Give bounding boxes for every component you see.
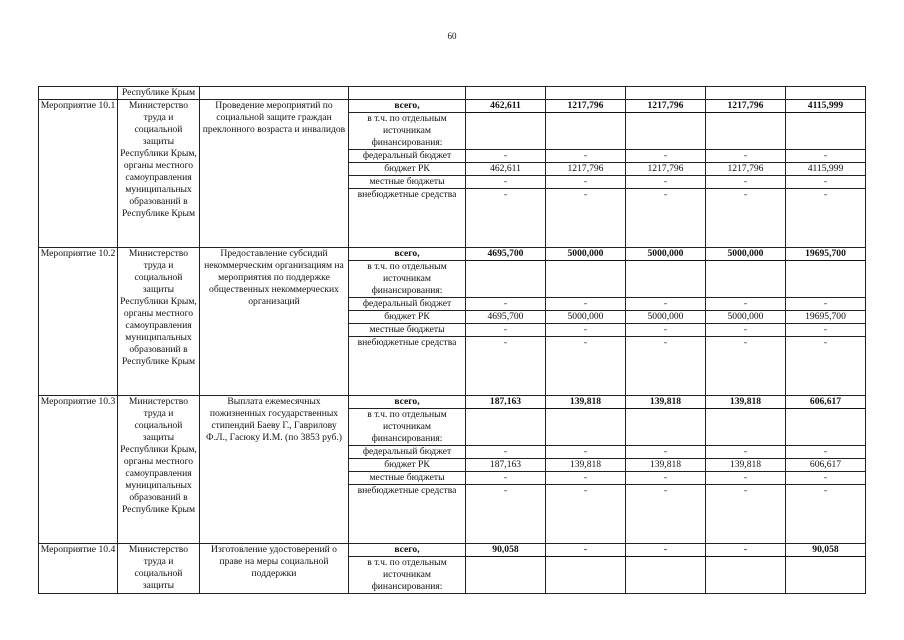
- amount-cell: -: [706, 176, 786, 189]
- amount-cell: 5000,000: [706, 311, 786, 324]
- continued-row: [39, 87, 866, 100]
- amount-cell: -: [546, 446, 626, 459]
- description-cell: Предоставление субсидий некоммерческим организациям на мероприятия по поддержке общественных некоммерческих организаций: [200, 248, 349, 396]
- amount-cell: [626, 409, 706, 446]
- amount-cell: 5000,000: [706, 248, 786, 261]
- amount-cell: 4695,700: [466, 248, 546, 261]
- amount-cell: -: [466, 446, 546, 459]
- amount-cell: -: [626, 446, 706, 459]
- activity-id-cell: Мероприятие 10.3: [39, 396, 118, 544]
- description-cell: [200, 87, 349, 100]
- amount-cell: [786, 113, 866, 150]
- amount-cell: 4115,999: [786, 100, 866, 113]
- amount-cell: [626, 557, 706, 594]
- amount-cell: -: [786, 337, 866, 396]
- amount-cell: [546, 113, 626, 150]
- amount-cell: -: [546, 324, 626, 337]
- amount-cell: 90,058: [786, 544, 866, 557]
- source-label: местные бюджеты: [349, 176, 466, 189]
- source-label: местные бюджеты: [349, 472, 466, 485]
- amount-cell: -: [466, 150, 546, 163]
- amount-cell: -: [786, 446, 866, 459]
- source-label: всего,: [349, 544, 466, 557]
- amount-cell: [706, 409, 786, 446]
- amount-cell: -: [626, 189, 706, 248]
- amount-cell: 5000,000: [546, 248, 626, 261]
- amount-cell: -: [466, 189, 546, 248]
- amount-cell: -: [466, 337, 546, 396]
- amount-cell: -: [546, 189, 626, 248]
- activity-id-cell: [39, 87, 118, 100]
- amount-cell: 1217,796: [546, 163, 626, 176]
- source-label: внебюджетные средства: [349, 189, 466, 248]
- amount-cell: -: [546, 176, 626, 189]
- amount-cell: -: [706, 189, 786, 248]
- amount-cell: 139,818: [626, 459, 706, 472]
- amount-cell: 5000,000: [546, 311, 626, 324]
- activity-total-row: [39, 248, 866, 261]
- amount-cell: -: [626, 337, 706, 396]
- amount-cell: -: [466, 298, 546, 311]
- source-label: всего,: [349, 100, 466, 113]
- source-label: местные бюджеты: [349, 324, 466, 337]
- page-number: 60: [447, 31, 457, 41]
- amount-cell: [706, 557, 786, 594]
- source-label: федеральный бюджет: [349, 150, 466, 163]
- amount-cell: -: [706, 446, 786, 459]
- amount-cell: [466, 113, 546, 150]
- amount-cell: -: [626, 324, 706, 337]
- amount-cell: -: [546, 544, 626, 557]
- amount-cell: -: [466, 485, 546, 544]
- amount-cell: -: [466, 324, 546, 337]
- amount-cell: 462,611: [466, 100, 546, 113]
- source-label: федеральный бюджет: [349, 298, 466, 311]
- amount-cell: -: [546, 337, 626, 396]
- amount-cell: [786, 409, 866, 446]
- amount-cell: -: [786, 485, 866, 544]
- source-label: в т.ч. по отдельным источникам финансирования:: [349, 557, 466, 594]
- executor-cell: Министерство труда и социальной защиты Республики Крым, органы местного самоуправления муниципальных образований в Республике Крым: [118, 100, 200, 248]
- amount-cell: -: [706, 337, 786, 396]
- amount-cell: 139,818: [706, 396, 786, 409]
- activity-id-cell: Мероприятие 10.4: [39, 544, 118, 594]
- source-label: внебюджетные средства: [349, 485, 466, 544]
- description-cell: Проведение мероприятий по социальной защите граждан преклонного возраста и инвалидов: [200, 100, 349, 248]
- source-label: в т.ч. по отдельным источникам финансирования:: [349, 261, 466, 298]
- amount-cell: [706, 261, 786, 298]
- amount-cell: -: [706, 324, 786, 337]
- amount-cell: 187,163: [466, 459, 546, 472]
- amount-cell: -: [786, 298, 866, 311]
- source-label: всего,: [349, 248, 466, 261]
- amount-cell: 139,818: [546, 459, 626, 472]
- budget-table: [38, 86, 866, 594]
- amount-cell: 1217,796: [626, 100, 706, 113]
- source-label: внебюджетные средства: [349, 337, 466, 396]
- source-label: всего,: [349, 396, 466, 409]
- amount-cell: -: [786, 472, 866, 485]
- activity-total-row: [39, 396, 866, 409]
- amount-cell: -: [626, 298, 706, 311]
- amount-cell: -: [786, 189, 866, 248]
- amount-cell: [706, 113, 786, 150]
- source-label: бюджет РК: [349, 163, 466, 176]
- amount-cell: [546, 557, 626, 594]
- amount-cell: 187,163: [466, 396, 546, 409]
- activity-id-cell: Мероприятие 10.2: [39, 248, 118, 396]
- amount-cell: -: [546, 150, 626, 163]
- amount-cell: 462,611: [466, 163, 546, 176]
- amount-cell: 1217,796: [626, 163, 706, 176]
- amount-cell: 5000,000: [626, 311, 706, 324]
- amount-cell: 90,058: [466, 544, 546, 557]
- source-label: бюджет РК: [349, 459, 466, 472]
- amount-cell: -: [786, 324, 866, 337]
- amount-cell: 5000,000: [626, 248, 706, 261]
- amount-cell: 4115,999: [786, 163, 866, 176]
- amount-cell: -: [466, 176, 546, 189]
- source-label: федеральный бюджет: [349, 446, 466, 459]
- source-label: в т.ч. по отдельным источникам финансирования:: [349, 409, 466, 446]
- executor-cell: Министерство труда и социальной защиты Республики Крым, органы местного самоуправления муниципальных образований в Республике Крым: [118, 248, 200, 396]
- amount-cell: [626, 261, 706, 298]
- amount-cell: 1217,796: [706, 100, 786, 113]
- amount-cell: -: [706, 544, 786, 557]
- amount-cell: -: [546, 298, 626, 311]
- activity-total-row: [39, 544, 866, 557]
- activity-id-cell: Мероприятие 10.1: [39, 100, 118, 248]
- amount-cell: 19695,700: [786, 248, 866, 261]
- description-cell: Изготовление удостоверений о праве на меры социальной поддержки: [200, 544, 349, 594]
- amount-cell: -: [706, 485, 786, 544]
- amount-cell: 606,617: [786, 396, 866, 409]
- amount-cell: [546, 261, 626, 298]
- description-cell: Выплата ежемесячных пожизненных государственных стипендий Баеву Г., Гаврилову Ф.Л., Гасюку И.М. (по 3853 руб.): [200, 396, 349, 544]
- source-label: бюджет РК: [349, 311, 466, 324]
- amount-cell: [466, 261, 546, 298]
- amount-cell: 1217,796: [546, 100, 626, 113]
- amount-cell: -: [626, 544, 706, 557]
- amount-cell: -: [706, 150, 786, 163]
- amount-cell: -: [706, 298, 786, 311]
- amount-cell: 19695,700: [786, 311, 866, 324]
- amount-cell: [626, 113, 706, 150]
- amount-cell: 139,818: [626, 396, 706, 409]
- source-cell: [349, 87, 466, 100]
- amount-cell: -: [706, 472, 786, 485]
- amount-cell: -: [786, 150, 866, 163]
- amount-cell: -: [626, 485, 706, 544]
- amount-cell: -: [626, 472, 706, 485]
- amount-cell: 139,818: [706, 459, 786, 472]
- amount-cell: [786, 261, 866, 298]
- source-label: в т.ч. по отдельным источникам финансирования:: [349, 113, 466, 150]
- activity-total-row: [39, 100, 866, 113]
- executor-cell: Республике Крым: [118, 87, 200, 100]
- amount-cell: [466, 409, 546, 446]
- executor-cell: Министерство труда и социальной защиты Республики Крым, органы местного самоуправления муниципальных образований в Республике Крым: [118, 396, 200, 544]
- amount-cell: -: [786, 176, 866, 189]
- amount-cell: [466, 557, 546, 594]
- amount-cell: -: [546, 485, 626, 544]
- amount-cell: [546, 409, 626, 446]
- amount-cell: -: [626, 150, 706, 163]
- amount-cell: -: [466, 472, 546, 485]
- amount-cell: -: [626, 176, 706, 189]
- amount-cell: 4695,700: [466, 311, 546, 324]
- executor-cell: Министерство труда и социальной защиты: [118, 544, 200, 594]
- amount-cell: [786, 557, 866, 594]
- amount-cell: -: [546, 472, 626, 485]
- amount-cell: 139,818: [546, 396, 626, 409]
- amount-cell: 1217,796: [706, 163, 786, 176]
- amount-cell: 606,617: [786, 459, 866, 472]
